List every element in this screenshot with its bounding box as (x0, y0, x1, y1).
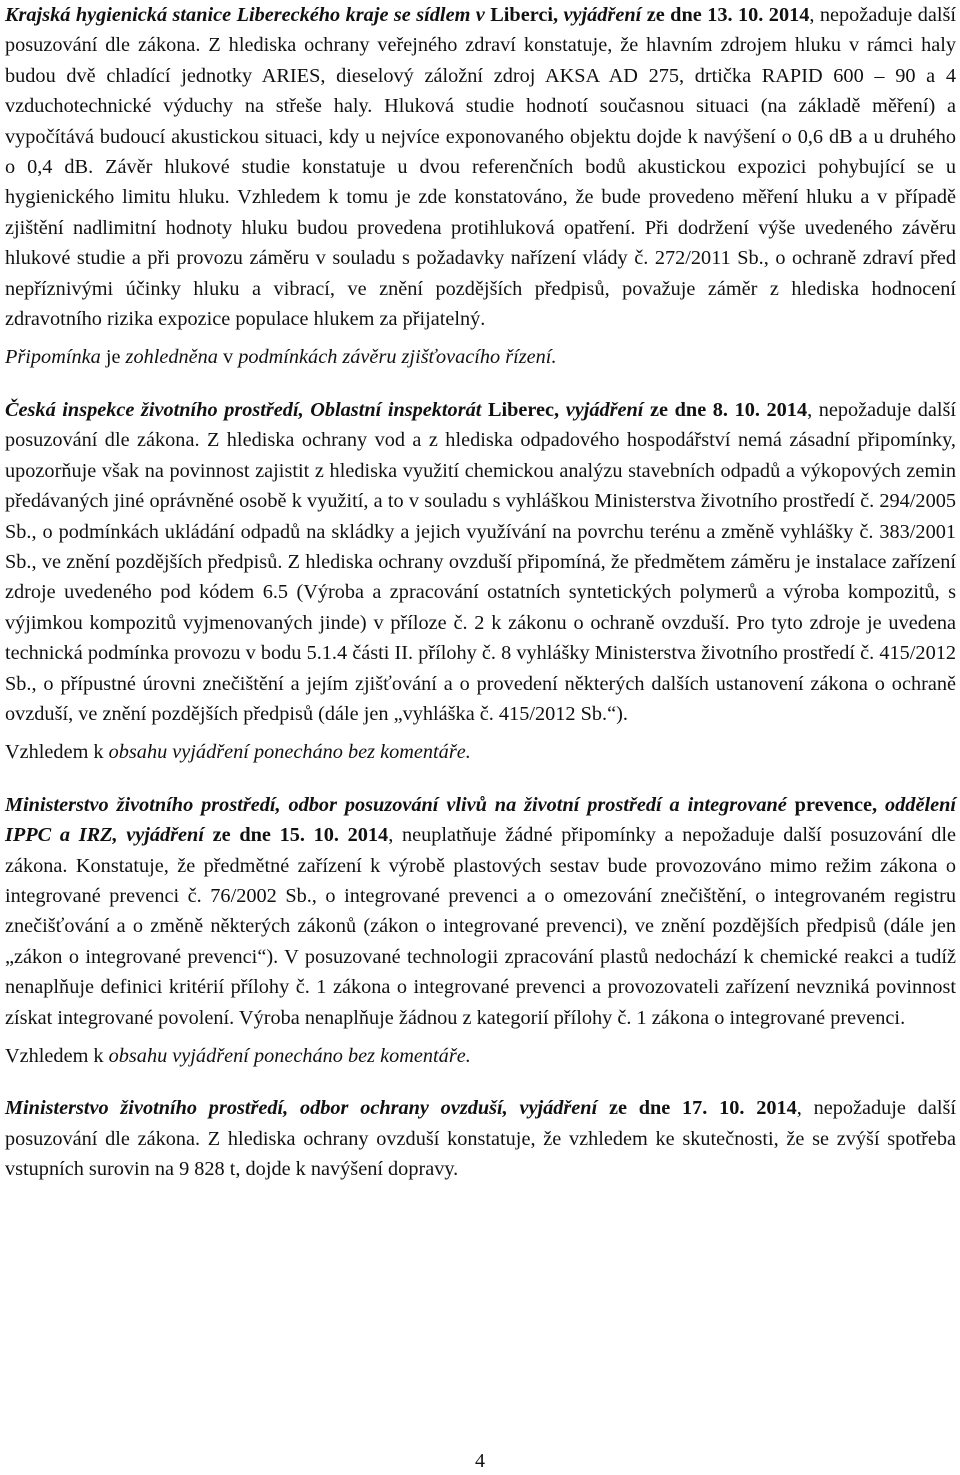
paragraph-mzp-ippc-response (5, 1041, 956, 1071)
text-run: Připomínka (5, 346, 101, 369)
text-run: , neuplatňuje žádné připomínky a nepožaduje další posuzování dle zákona. Konstatuje, že předmětné zařízení k výrobě plastových sestav bude provozováno mimo režim zákona o integrované prevenci č. 76/2002 Sb., o integrované prevenci a o omezování znečištění, o integrovaném registru znečišťování a o změně některých zákonů (zákon o integrované prevenci), ve znění pozdějších předpisů (dále jen „zákon o integrované prevenci“). V posuzované technologii zpracování plastů nedochází k chemické reakci a tudíž nenaplňuje definici kritérií přílohy č. 1 zákona o integrované prevenci a provozovateli zařízení nevzniká povinnost získat integrované povolení. Výroba nenaplňuje žádnou z kategorií přílohy č. 1 zákona o integrované prevenci. (5, 824, 957, 1029)
paragraph-cizp-liberec (5, 395, 956, 729)
text-run: Česká inspekce životního prostředí, Oblastní inspektorát (5, 398, 482, 421)
text-run: obsahu vyjádření ponecháno bez komentáře. (108, 1045, 471, 1067)
paragraph-mzp-ovzdusi (5, 1093, 956, 1184)
text-run: , nepožaduje další posuzování dle zákona. Z hlediska ochrany ovzduší konstatuje, že vzhledem ke skutečnosti, že se zvýší spotřeba vstupních surovin na 9 828 t, dojde k navýšení dopravy. (5, 1097, 956, 1181)
text-run: , nepožaduje další posuzování dle zákona. Z hlediska ochrany vod a z hlediska odpadového hospodářství nemá zásadní připomínky, upozorňuje však na povinnost zajistit z hlediska využití chemickou analýzu stavebních odpadů a výkopových zemin předávaných jiné oprávněné osobě k využití, a to v souladu s vyhláškou Ministerstva životního prostředí č. 294/2005 Sb., o podmínkách ukládání odpadů na skládky a jejich využívání na povrchu terénu a změně vyhlášky č. 383/2001 Sb., ve znění pozdějších předpisů. Z hlediska ochrany ovzduší připomíná, že předmětem záměru je instalace zařízení zdroje uvedeného pod kódem 6.5 (Výroba a zpracování ostatních syntetických polymerů a výroba kompozitů, s výjimkou kompozitů vyjmenovaných jinde) v příloze č. 2 k zákonu o ochraně ovzduší. Pro tyto zdroje je uvedena technická podmínka provozu v bodu 5.1.4 části II. přílohy č. 8 vyhlášky Ministerstva životního prostředí č. 415/2012 Sb., o přípustné úrovni znečištění a jejím zjišťování a o provedení některých dalších ustanovení zákona o ochraně ovzduší, ve znění pozdějších předpisů (dále jen „vyhláška č. 415/2012 Sb.“). (5, 398, 956, 725)
text-run: ze dne 17. 10. 2014 (597, 1097, 797, 1120)
text-run: , nepožaduje další posuzování dle zákona. Z hlediska ochrany veřejného zdraví konstatuje, že hlavním zdrojem hluku v rámci haly budou dvě chladící jednotky ARIES, dieselový záložní zdroj AKSA AD 275, drtička RAPID 600 – 90 a 4 vzduchotechnické výduchy na střeše haly. Hluková studie hodnotí současnou situaci (na základě měření) a vypočítává budoucí akustickou situaci, kdy u nejvíce exponovaného objektu dojde k navýšení o 0,6 dB a u druhého o 0,4 dB. Závěr hlukové studie konstatuje u dvou referenčních bodů akustickou expozici pohybující se u hygienického limitu hluku. Vzhledem k tomu je zde konstatováno, že bude provedeno měření hluku a v případě zjištění nadlimitní hodnoty hluku budou provedena protihluková opatření. Při dodržení výše uvedeného závěru hlukové studie a při provozu záměru v souladu s požadavky nařízení vlády č. 272/2011 Sb., o ochraně zdraví před nepříznivými účinky hluku a vibrací, ve znění pozdějších předpisů, považuje záměr z hlediska hodnocení zdravotního rizika expozice populace hlukem za přijatelný. (5, 4, 957, 331)
text-run: obsahu vyjádření ponecháno bez komentáře. (108, 741, 471, 764)
text-run: Ministerstvo životního prostředí, odbor ochrany ovzduší, vyjádření (5, 1097, 598, 1120)
paragraph-khs-response (5, 342, 956, 372)
text-run: Krajská hygienická stanice Libereckého kraje se sídlem v (5, 4, 491, 26)
text-run: , (552, 4, 564, 26)
text-run: je (100, 346, 126, 369)
text-run: ze dne 13. 10. 2014 (646, 4, 810, 26)
text-run: zohledněna (125, 346, 218, 369)
page-number: 4 (475, 1450, 485, 1472)
text-run: ze dne 15. 10. 2014 (203, 824, 389, 847)
text-run: oddělení IPPC a IRZ, vyjádření (5, 793, 956, 847)
text-run: Ministerstvo životního prostředí, odbor posuzování vlivů na životní prostředí a integrované (5, 793, 787, 816)
text-run: vyjádření (565, 398, 644, 421)
paragraph-mzp-ippc (5, 790, 956, 1033)
text-run: Liberci (490, 4, 553, 26)
text-run: Vzhledem k (5, 1045, 109, 1067)
text-run: Liberec, (481, 398, 566, 421)
text-run: v (217, 346, 239, 369)
text-run: podmínkách závěru zjišťovacího řízení. (238, 346, 557, 369)
text-run: vyjádření (563, 4, 642, 26)
paragraph-khs-liberec (5, 0, 956, 334)
text-run: prevence, (786, 793, 886, 816)
text-run: Vzhledem k (5, 741, 109, 764)
paragraph-cizp-response (5, 737, 956, 767)
text-run: ze dne 8. 10. 2014 (643, 398, 808, 421)
document-page (5, 0, 956, 1185)
